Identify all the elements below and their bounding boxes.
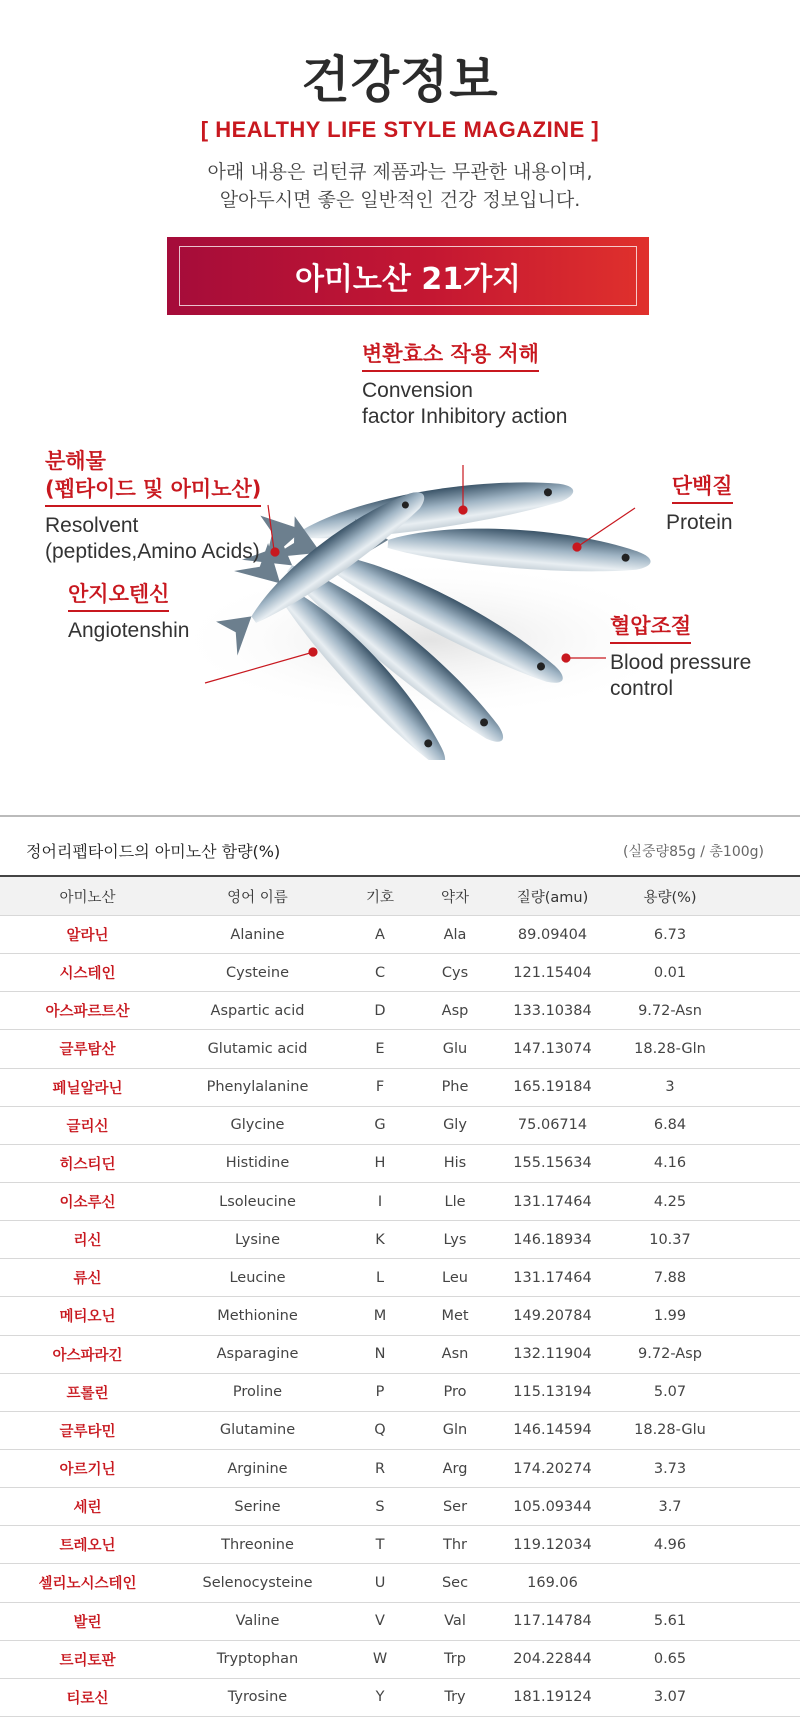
cell-amino-ko: 류신 xyxy=(73,1271,102,1288)
cell-amino-ko: 글루탐산 xyxy=(59,1042,116,1059)
cell-amount: 10.37 xyxy=(649,1231,691,1248)
cell-mass: 147.13074 xyxy=(513,1040,592,1057)
cell-amino-ko: 티로신 xyxy=(66,1690,109,1707)
label-conversion-en-line2: factor Inhibitory action xyxy=(362,405,568,428)
cell-english-name: Cysteine xyxy=(225,964,289,981)
cell-amount: 3.73 xyxy=(653,1460,687,1477)
label-angiotensin-en: Angiotenshin xyxy=(68,619,190,642)
cell-english-name: Lsoleucine xyxy=(219,1193,296,1210)
cell-mass: 133.10384 xyxy=(513,1002,592,1019)
cell-mass: 105.09344 xyxy=(513,1498,592,1515)
cell-abbr: Ser xyxy=(442,1498,468,1515)
cell-mass: 115.13194 xyxy=(513,1384,592,1401)
cell-english-name: Glutamine xyxy=(219,1422,296,1439)
label-blood-en xyxy=(610,650,751,702)
table-row xyxy=(0,1679,800,1717)
cell-abbr: Cys xyxy=(441,964,469,981)
cell-symbol: C xyxy=(374,964,386,981)
table-row xyxy=(0,954,800,992)
intro-line-2: 알아두시면 좋은 일반적인 건강 정보입니다. xyxy=(219,189,581,211)
label-resolvent-en xyxy=(45,513,261,565)
cell-amount: 6.84 xyxy=(653,1117,687,1134)
cell-symbol: H xyxy=(374,1155,386,1172)
label-resolvent-ko xyxy=(45,447,261,507)
cell-amino-ko: 페닐알라닌 xyxy=(52,1080,123,1097)
cell-english-name: Arginine xyxy=(227,1460,288,1477)
cell-amino-ko: 프롤린 xyxy=(66,1385,109,1402)
cell-amino-ko: 이소루신 xyxy=(59,1195,116,1212)
cell-english-name: Methionine xyxy=(217,1307,298,1324)
cell-amount: 18.28-Glu xyxy=(634,1422,706,1439)
col-header-abbr: 약자 xyxy=(440,889,469,906)
cell-english-name: Leucine xyxy=(229,1269,286,1286)
cell-symbol: R xyxy=(374,1460,386,1477)
cell-symbol: I xyxy=(377,1193,383,1210)
cell-abbr: Lle xyxy=(444,1193,466,1210)
col-header-mass: 질량(amu) xyxy=(516,889,589,906)
cell-english-name: Histidine xyxy=(225,1155,290,1172)
cell-symbol: G xyxy=(374,1117,386,1134)
cell-mass: 149.20784 xyxy=(513,1307,592,1324)
amino-acid-table xyxy=(0,875,800,1717)
table-note: (실중량85g / 총100g) xyxy=(623,844,764,860)
cell-mass: 155.15634 xyxy=(513,1155,592,1172)
page-title: 건강정보 xyxy=(301,51,499,109)
cell-amount: 18.28-Gln xyxy=(634,1040,706,1057)
col-header-amino: 아미노산 xyxy=(59,889,116,906)
cell-amount: 0.01 xyxy=(653,964,687,981)
label-protein xyxy=(666,472,733,536)
cell-symbol: M xyxy=(373,1307,387,1324)
label-blood-en-line1: Blood pressure xyxy=(610,651,752,674)
cell-abbr: Sec xyxy=(441,1574,469,1591)
label-conversion-ko: 변환효소 작용 저해 xyxy=(362,340,539,372)
table-row xyxy=(0,1641,800,1679)
cell-symbol: K xyxy=(375,1231,385,1248)
cell-amino-ko: 아스파르트산 xyxy=(45,1004,130,1021)
cell-abbr: Met xyxy=(441,1307,469,1324)
cell-mass: 204.22844 xyxy=(513,1651,592,1668)
cell-symbol: W xyxy=(372,1651,388,1668)
cell-english-name: Lysine xyxy=(234,1231,281,1248)
table-row xyxy=(0,1603,800,1641)
cell-amino-ko: 트레오닌 xyxy=(59,1538,116,1555)
cell-abbr: Asn xyxy=(441,1346,469,1363)
table-row xyxy=(0,1183,800,1221)
table-row xyxy=(0,916,800,954)
cell-amount: 3 xyxy=(665,1079,675,1096)
cell-symbol: E xyxy=(375,1040,385,1057)
cell-mass: 174.20274 xyxy=(513,1460,592,1477)
cell-amount: 3.07 xyxy=(653,1689,687,1706)
cell-symbol: T xyxy=(375,1536,385,1553)
cell-amount: 6.73 xyxy=(653,926,687,943)
label-conversion xyxy=(362,340,567,430)
banner-title: 아미노산 21가지 xyxy=(179,246,637,306)
cell-abbr: Phe xyxy=(441,1079,469,1096)
cell-amount: 3.7 xyxy=(658,1498,682,1515)
label-resolvent-en-line1: Resolvent xyxy=(45,514,139,537)
cell-amino-ko: 메티오닌 xyxy=(59,1309,116,1326)
cell-mass: 132.11904 xyxy=(513,1346,592,1363)
label-blood-pressure xyxy=(610,612,751,702)
table-row xyxy=(0,1069,800,1107)
cell-mass: 89.09404 xyxy=(517,926,588,943)
col-header-english: 영어 이름 xyxy=(227,889,288,906)
cell-amount: 0.65 xyxy=(653,1651,687,1668)
cell-symbol: V xyxy=(375,1613,385,1630)
cell-abbr: His xyxy=(443,1155,467,1172)
cell-abbr: Pro xyxy=(443,1384,467,1401)
cell-mass: 75.06714 xyxy=(517,1117,588,1134)
table-row xyxy=(0,1336,800,1374)
table-row xyxy=(0,1374,800,1412)
cell-symbol: L xyxy=(375,1269,385,1286)
cell-english-name: Selenocysteine xyxy=(202,1574,313,1591)
label-conversion-en xyxy=(362,378,567,430)
table-row xyxy=(0,1297,800,1335)
cell-amino-ko: 글루타민 xyxy=(59,1423,116,1440)
table-row xyxy=(0,1030,800,1068)
cell-amount: 1.99 xyxy=(653,1307,687,1324)
col-header-symbol: 기호 xyxy=(365,889,394,906)
cell-amount: 4.16 xyxy=(653,1155,687,1172)
table-row xyxy=(0,1107,800,1145)
sardine-illustration-area xyxy=(0,340,800,760)
table-row xyxy=(0,1526,800,1564)
cell-symbol: D xyxy=(374,1002,386,1019)
cell-mass: 119.12034 xyxy=(513,1536,592,1553)
cell-abbr: Gly xyxy=(443,1117,467,1134)
table-row xyxy=(0,1412,800,1450)
section-divider xyxy=(0,815,800,817)
cell-amount: 4.25 xyxy=(653,1193,687,1210)
cell-abbr: Glu xyxy=(442,1040,468,1057)
cell-abbr: Ala xyxy=(443,926,467,943)
cell-abbr: Thr xyxy=(442,1536,467,1553)
cell-mass: 165.19184 xyxy=(513,1079,592,1096)
label-blood-en-line2: control xyxy=(610,677,674,700)
label-blood-ko: 혈압조절 xyxy=(610,612,691,644)
cell-mass: 121.15404 xyxy=(513,964,592,981)
label-protein-en: Protein xyxy=(666,511,733,534)
table-row xyxy=(0,992,800,1030)
table-row xyxy=(0,1221,800,1259)
cell-amino-ko: 셀리노시스테인 xyxy=(38,1576,137,1593)
table-row xyxy=(0,1488,800,1526)
cell-english-name: Asparagine xyxy=(216,1346,299,1363)
cell-english-name: Tryptophan xyxy=(216,1651,299,1668)
cell-mass: 169.06 xyxy=(527,1574,578,1591)
intro-line-1: 아래 내용은 리턴큐 제품과는 무관한 내용이며, xyxy=(207,161,593,183)
cell-english-name: Proline xyxy=(232,1384,283,1401)
label-protein-ko: 단백질 xyxy=(672,472,733,504)
label-conversion-en-line1: Convension xyxy=(362,379,473,402)
table-title: 정어리펩타이드의 아미노산 함량(%) xyxy=(26,842,281,861)
cell-symbol: F xyxy=(375,1079,385,1096)
cell-amino-ko: 글리신 xyxy=(66,1118,109,1135)
cell-english-name: Aspartic acid xyxy=(210,1002,305,1019)
cell-mass: 131.17464 xyxy=(513,1269,592,1286)
cell-amino-ko: 아스파라긴 xyxy=(52,1347,123,1364)
cell-symbol: U xyxy=(374,1574,386,1591)
cell-english-name: Glutamic acid xyxy=(207,1040,308,1057)
section-banner xyxy=(167,237,649,315)
col-header-amount: 용량(%) xyxy=(643,889,697,906)
cell-amino-ko: 알라닌 xyxy=(66,928,109,945)
cell-amount: 5.61 xyxy=(653,1613,687,1630)
cell-amount: 5.07 xyxy=(653,1384,687,1401)
cell-abbr: Gln xyxy=(442,1422,468,1439)
cell-amino-ko: 히스티딘 xyxy=(59,1156,116,1173)
cell-english-name: Valine xyxy=(235,1613,280,1630)
cell-abbr: Asp xyxy=(441,1002,469,1019)
table-caption-row xyxy=(0,835,800,865)
cell-amino-ko: 시스테인 xyxy=(59,966,116,983)
cell-english-name: Glycine xyxy=(230,1117,285,1134)
cell-abbr: Try xyxy=(444,1689,466,1706)
cell-english-name: Phenylalanine xyxy=(206,1079,309,1096)
cell-amino-ko: 발린 xyxy=(73,1614,102,1631)
cell-amino-ko: 세린 xyxy=(73,1500,102,1517)
cell-mass: 117.14784 xyxy=(513,1613,592,1630)
label-angiotensin xyxy=(68,580,189,644)
cell-amino-ko: 트리토판 xyxy=(59,1652,116,1669)
label-resolvent-en-line2: (peptides,Amino Acids) xyxy=(45,540,260,563)
label-angiotensin-ko: 안지오텐신 xyxy=(68,580,169,612)
label-resolvent xyxy=(45,447,261,565)
table-row xyxy=(0,1259,800,1297)
cell-abbr: Arg xyxy=(442,1460,468,1477)
cell-amount: 4.96 xyxy=(653,1536,687,1553)
cell-english-name: Alanine xyxy=(230,926,285,943)
cell-amount: 7.88 xyxy=(653,1269,687,1286)
label-resolvent-ko-line1: 분해물 xyxy=(45,449,106,473)
cell-amino-ko: 리신 xyxy=(73,1233,102,1250)
cell-mass: 146.14594 xyxy=(513,1422,592,1439)
cell-symbol: N xyxy=(374,1346,386,1363)
magazine-tagline: [ HEALTHY LIFE STYLE MAGAZINE ] xyxy=(200,117,600,142)
cell-english-name: Serine xyxy=(234,1498,281,1515)
cell-symbol: Y xyxy=(375,1689,385,1706)
cell-amino-ko: 아르기닌 xyxy=(59,1462,116,1479)
intro-text xyxy=(0,158,800,214)
cell-amount: 9.72-Asp xyxy=(638,1346,702,1363)
cell-symbol: P xyxy=(375,1384,385,1401)
cell-abbr: Trp xyxy=(444,1651,466,1668)
cell-abbr: Lys xyxy=(443,1231,467,1248)
table-row xyxy=(0,1450,800,1488)
cell-mass: 181.19124 xyxy=(513,1689,592,1706)
cell-symbol: A xyxy=(375,926,385,943)
table-row xyxy=(0,1564,800,1602)
cell-symbol: S xyxy=(375,1498,385,1515)
cell-mass: 131.17464 xyxy=(513,1193,592,1210)
cell-english-name: Tyrosine xyxy=(227,1689,288,1706)
cell-abbr: Val xyxy=(444,1613,466,1630)
cell-mass: 146.18934 xyxy=(513,1231,592,1248)
cell-symbol: Q xyxy=(374,1422,386,1439)
table-header-row xyxy=(0,877,800,916)
cell-english-name: Threonine xyxy=(221,1536,294,1553)
cell-amount: 9.72-Asn xyxy=(638,1002,702,1019)
cell-abbr: Leu xyxy=(442,1269,468,1286)
label-resolvent-ko-line2: (펩타이드 및 아미노산) xyxy=(45,475,261,507)
table-row xyxy=(0,1145,800,1183)
